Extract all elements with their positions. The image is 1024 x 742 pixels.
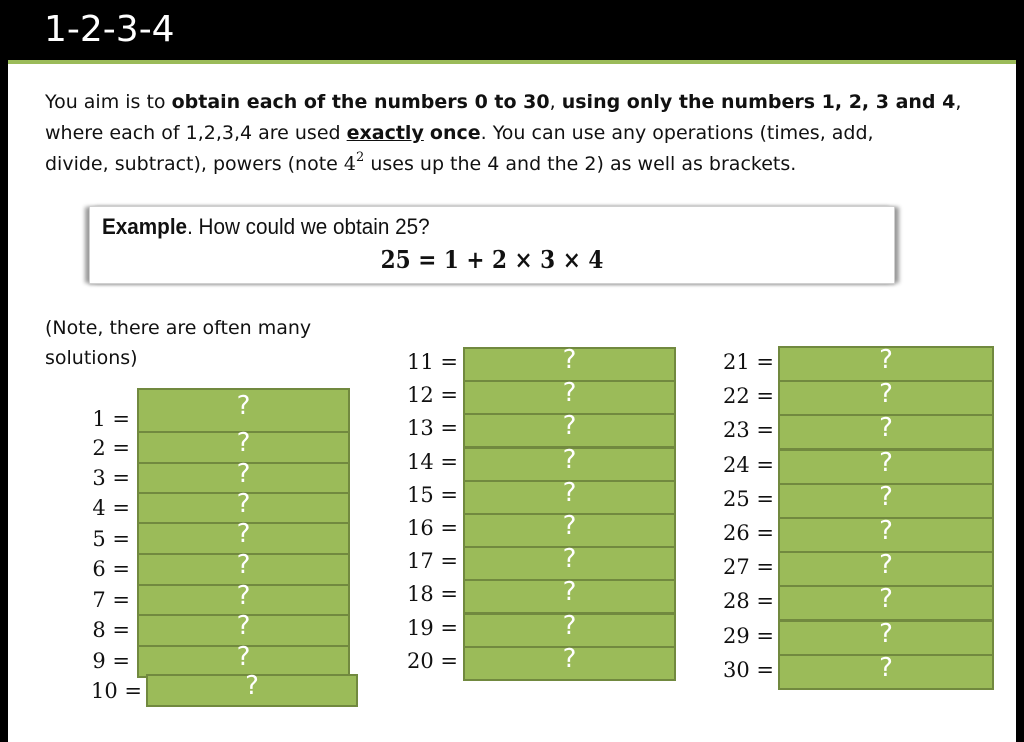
answer-label-12: 12 =	[407, 383, 458, 407]
example-question	[102, 213, 430, 241]
underlined-emphasis: exactly	[346, 122, 424, 144]
text: ,	[955, 91, 962, 113]
title-bar	[0, 0, 1024, 60]
answer-label-27: 27 =	[723, 555, 774, 579]
answer-box-21[interactable]	[778, 346, 994, 382]
answer-box-29[interactable]	[778, 620, 994, 656]
answer-label-29: 29 =	[723, 624, 774, 648]
answer-placeholder: ?	[236, 611, 251, 641]
answer-label-6: 6 =	[92, 557, 130, 581]
instructions-line-1	[45, 87, 975, 118]
answer-box-30[interactable]	[778, 654, 994, 690]
emphasis-text: using only the numbers 1, 2, 3 and 4	[561, 91, 956, 113]
answer-box-27[interactable]	[778, 551, 994, 587]
answer-placeholder: ?	[562, 445, 577, 475]
answer-label-20: 20 =	[407, 649, 458, 673]
answer-placeholder: ?	[236, 550, 251, 580]
answer-placeholder: ?	[879, 448, 893, 478]
answer-label-2: 2 =	[92, 436, 130, 460]
answer-placeholder: ?	[245, 671, 259, 701]
answer-label-18: 18 =	[407, 582, 458, 606]
answer-placeholder: ?	[236, 581, 251, 611]
answer-placeholder: ?	[236, 489, 251, 519]
answer-placeholder: ?	[879, 482, 893, 512]
answer-label-1: 1 =	[92, 407, 130, 431]
power-exponent: 2	[356, 150, 365, 165]
answer-label-5: 5 =	[92, 527, 130, 551]
answer-label-16: 16 =	[407, 516, 458, 540]
answer-placeholder: ?	[562, 611, 577, 641]
answer-placeholder: ?	[236, 459, 251, 489]
answer-label-17: 17 =	[407, 549, 458, 573]
answer-label-28: 28 =	[723, 589, 774, 613]
answer-box-18[interactable]	[463, 579, 676, 614]
answer-label-13: 13 =	[407, 416, 458, 440]
instructions-line-3	[45, 149, 975, 180]
answer-label-23: 23 =	[723, 418, 774, 442]
example-label: Example	[102, 214, 188, 239]
answer-placeholder: ?	[236, 428, 251, 458]
answer-placeholder: ?	[562, 378, 577, 408]
text: where each of 1,2,3,4 are used	[45, 122, 347, 144]
answer-box-11[interactable]	[463, 347, 676, 382]
example-box	[89, 206, 895, 284]
text: You aim is to	[45, 91, 172, 113]
answer-label-10: 10 =	[91, 679, 142, 703]
text: . You can use any operations (times, add,	[480, 122, 874, 144]
answer-placeholder: ?	[879, 379, 893, 409]
answer-label-22: 22 =	[723, 384, 774, 408]
instructions-line-2	[45, 118, 975, 149]
answer-box-1[interactable]	[137, 388, 350, 433]
answer-box-17[interactable]	[463, 546, 676, 581]
answer-label-4: 4 =	[92, 496, 130, 520]
answer-label-11: 11 =	[407, 350, 458, 374]
example-equation: 25 = 1 + 2 × 3 × 4	[380, 245, 604, 274]
answer-placeholder: ?	[562, 544, 577, 574]
answer-box-22[interactable]	[778, 380, 994, 416]
answer-label-19: 19 =	[407, 616, 458, 640]
note-text: (Note, there are often many solutions)	[45, 317, 312, 369]
answer-placeholder: ?	[879, 653, 893, 683]
answer-placeholder: ?	[562, 345, 577, 375]
answer-box-19[interactable]	[463, 613, 676, 648]
answer-placeholder: ?	[562, 411, 577, 441]
answer-box-12[interactable]	[463, 380, 676, 415]
answer-label-9: 9 =	[92, 649, 130, 673]
text: uses up the 4 and the 2) as well as brackets.	[364, 153, 797, 175]
answer-label-25: 25 =	[723, 487, 774, 511]
answer-box-10[interactable]	[146, 671, 358, 707]
answer-label-7: 7 =	[92, 588, 130, 612]
answer-placeholder: ?	[879, 516, 893, 546]
answer-box-25[interactable]	[778, 483, 994, 519]
answer-label-30: 30 =	[723, 658, 774, 682]
power-base: 4	[343, 153, 357, 175]
answer-placeholder: ?	[879, 550, 893, 580]
answer-label-14: 14 =	[407, 450, 458, 474]
answer-label-3: 3 =	[92, 466, 130, 490]
slide-title: 1-2-3-4	[44, 9, 175, 50]
answer-box-23[interactable]	[778, 414, 994, 450]
answer-placeholder: ?	[236, 391, 251, 421]
answer-box-20[interactable]	[463, 646, 676, 681]
answer-box-14[interactable]	[463, 447, 676, 482]
answer-placeholder: ?	[562, 577, 577, 607]
answer-label-26: 26 =	[723, 521, 774, 545]
emphasis-text: once	[429, 122, 481, 144]
example-question-text: . How could we obtain 25?	[187, 214, 430, 239]
answer-box-13[interactable]	[463, 413, 676, 448]
emphasis-text: obtain each of the numbers 0 to 30	[171, 91, 550, 113]
answer-label-15: 15 =	[407, 483, 458, 507]
answer-box-28[interactable]	[778, 585, 994, 621]
answer-placeholder: ?	[562, 644, 577, 674]
answer-label-8: 8 =	[92, 618, 130, 642]
answer-placeholder: ?	[879, 584, 893, 614]
answer-box-16[interactable]	[463, 513, 676, 548]
answer-label-21: 21 =	[723, 350, 774, 374]
text: ,	[549, 91, 562, 113]
answer-placeholder: ?	[562, 511, 577, 541]
answer-placeholder: ?	[879, 619, 893, 649]
text: divide, subtract), powers (note	[45, 153, 344, 175]
answer-placeholder: ?	[236, 642, 251, 672]
answer-placeholder: ?	[879, 345, 893, 375]
answer-placeholder: ?	[879, 413, 893, 443]
answer-box-26[interactable]	[778, 517, 994, 553]
answer-placeholder: ?	[236, 519, 251, 549]
answer-box-15[interactable]	[463, 480, 676, 515]
answer-label-24: 24 =	[723, 453, 774, 477]
answer-box-24[interactable]	[778, 449, 994, 485]
instructions-text	[45, 87, 975, 180]
answer-placeholder: ?	[562, 478, 577, 508]
